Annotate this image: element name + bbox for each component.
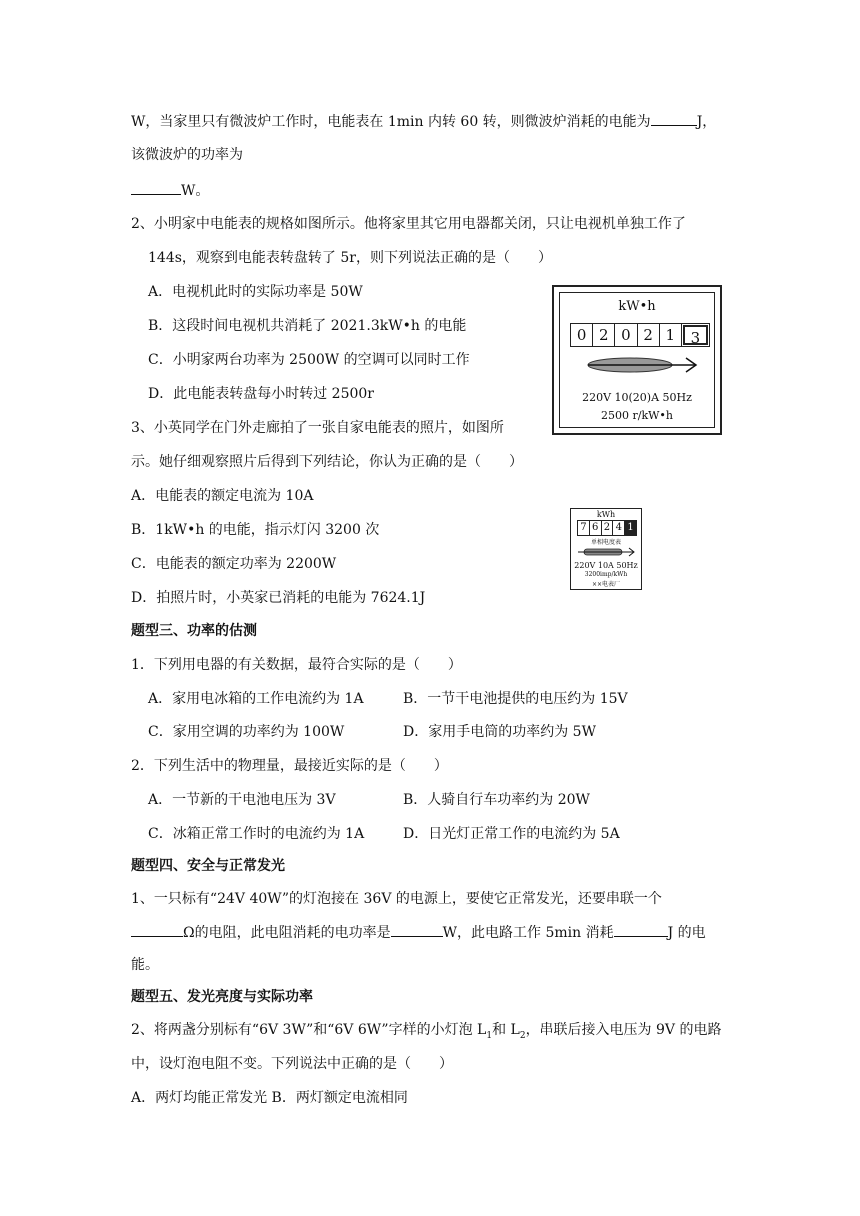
s1-line2 — [131, 922, 706, 943]
meter-disc-arrow-icon — [578, 355, 703, 375]
meter-inner-frame — [559, 292, 715, 428]
e2-option-d[interactable]: D．日光灯正常工作的电流约为 5A — [403, 826, 620, 842]
q3-stem-2: 示。她仔细观察照片后得到下列结论，你认为正确的是（ ） — [131, 454, 523, 470]
p2-text-3: ，串联后接入电压为 9V 的电路 — [525, 1022, 722, 1038]
q3-option-c[interactable]: C．电能表的额定功率为 2200W — [131, 556, 337, 572]
q3-option-d[interactable]: D．拍照片时，小英家已消耗的电能为 7624.1J — [131, 590, 426, 606]
p2-text-2: 和 L — [492, 1022, 520, 1038]
meter-digit: 2 — [638, 324, 660, 346]
e2-stem: 2．下列生活中的物理量，最接近实际的是（ ） — [131, 758, 448, 774]
section-heading-3: 题型三、功率的估测 — [131, 623, 257, 639]
section-heading-4: 题型四、安全与正常发光 — [131, 858, 285, 874]
e1-option-d[interactable]: D．家用手电筒的功率约为 5W — [403, 724, 596, 740]
meter-digits — [577, 520, 637, 536]
electric-meter-photo-2 — [570, 508, 642, 590]
answer-blank[interactable] — [651, 111, 697, 126]
answer-blank[interactable] — [614, 922, 668, 937]
q3-stem: 3、小英同学在门外走廊拍了一张自家电能表的照片，如图所 — [131, 420, 504, 436]
q1-text: W，当家里只有微波炉工作时，电能表在 1min 内转 60 转，则微波炉消耗的电能为 — [131, 114, 651, 130]
meter-digit: 0 — [615, 324, 637, 346]
q1-unit2: W。 — [181, 183, 210, 199]
electric-meter-figure-1 — [552, 285, 722, 435]
q3-option-a[interactable]: A．电能表的额定电流为 10A — [131, 488, 314, 504]
q1-line2: 该微波炉的功率为 — [131, 147, 243, 163]
p2-stem-2: 中，设灯泡电阻不变。下列说法中正确的是（ ） — [131, 1056, 453, 1072]
meter-rating: 220V 10A 50Hz — [574, 561, 638, 570]
meter-digit-decimal: 3 — [683, 325, 708, 345]
q1-unit: J， — [696, 114, 717, 130]
p2-text-1: 2、将两盏分别标有“6V 3W”和“6V 6W”字样的小灯泡 L — [131, 1022, 487, 1038]
meter-unit: kW•h — [618, 299, 656, 314]
p2-options-ab[interactable]: A．两灯均能正常发光 B．两灯额定电流相同 — [131, 1090, 408, 1106]
section-heading-5: 题型五、发光亮度与实际功率 — [131, 989, 313, 1005]
answer-blank[interactable] — [131, 180, 181, 195]
s1-line3: 能。 — [131, 957, 159, 973]
meter-digit: 2 — [602, 521, 614, 535]
meter-maker: ××电表厂 — [591, 581, 621, 588]
meter-digit: 4 — [613, 521, 625, 535]
meter-unit: kWh — [596, 510, 616, 519]
s1-text-1: Ω的电阻，此电阻消耗的电功率是 — [183, 925, 391, 941]
answer-blank[interactable] — [131, 922, 183, 937]
e1-stem: 1．下列用电器的有关数据，最符合实际的是（ ） — [131, 657, 462, 673]
q2-option-c[interactable]: C．小明家两台功率为 2500W 的空调可以同时工作 — [148, 352, 470, 368]
q2-option-a[interactable]: A．电视机此时的实际功率是 50W — [148, 284, 363, 300]
q2-stem: 2、小明家中电能表的规格如图所示。他将家里其它用电器都关闭，只让电视机单独工作了 — [131, 216, 686, 232]
q2-option-b[interactable]: B．这段时间电视机共消耗了 2021.3kW•h 的电能 — [148, 318, 467, 334]
q2-stem-2: 144s，观察到电能表转盘转了 5r，则下列说法正确的是（ ） — [148, 250, 552, 266]
meter-digit: 0 — [571, 324, 593, 346]
meter-label: 单相电度表 — [590, 539, 621, 546]
meter-digit: 7 — [578, 521, 590, 535]
meter-impulses: 3200imp/kWh — [584, 571, 628, 578]
e1-option-a[interactable]: A．家用电冰箱的工作电流约为 1A — [148, 691, 364, 707]
answer-blank[interactable] — [391, 922, 443, 937]
p2-stem — [131, 1020, 721, 1046]
q2-option-d[interactable]: D．此电能表转盘每小时转过 2500r — [148, 386, 374, 402]
meter-rating: 220V 10(20)A 50Hz — [582, 391, 692, 404]
s1-text-3: J 的电 — [667, 925, 706, 941]
e2-option-a[interactable]: A．一节新的干电池电压为 3V — [148, 792, 336, 808]
meter-digit: 6 — [590, 521, 602, 535]
meter-digit: 1 — [660, 324, 682, 346]
meter-disc-arrow-icon — [576, 546, 638, 558]
meter-digit: 2 — [593, 324, 615, 346]
meter-digits — [570, 323, 710, 347]
q1-line3 — [131, 180, 209, 201]
meter-digit-decimal: 1 — [625, 521, 636, 535]
s1-text-2: W，此电路工作 5min 消耗 — [442, 925, 614, 941]
p2-sub-2: 2 — [519, 1030, 526, 1041]
e2-option-c[interactable]: C．冰箱正常工作时的电流约为 1A — [148, 826, 365, 842]
e1-option-c[interactable]: C．家用空调的功率约为 100W — [148, 724, 345, 740]
q3-option-b[interactable]: B．1kW•h 的电能，指示灯闪 3200 次 — [131, 522, 380, 538]
e1-option-b[interactable]: B．一节干电池提供的电压约为 15V — [403, 691, 628, 707]
s1-stem: 1、一只标有“24V 40W”的灯泡接在 36V 的电源上，要使它正常发光，还要串联一个 — [131, 891, 662, 907]
p2-sub-1: 1 — [486, 1030, 493, 1041]
q1-line1 — [131, 111, 716, 132]
e2-option-b[interactable]: B．人骑自行车功率约为 20W — [403, 792, 590, 808]
meter-revolutions: 2500 r/kW•h — [601, 409, 673, 422]
